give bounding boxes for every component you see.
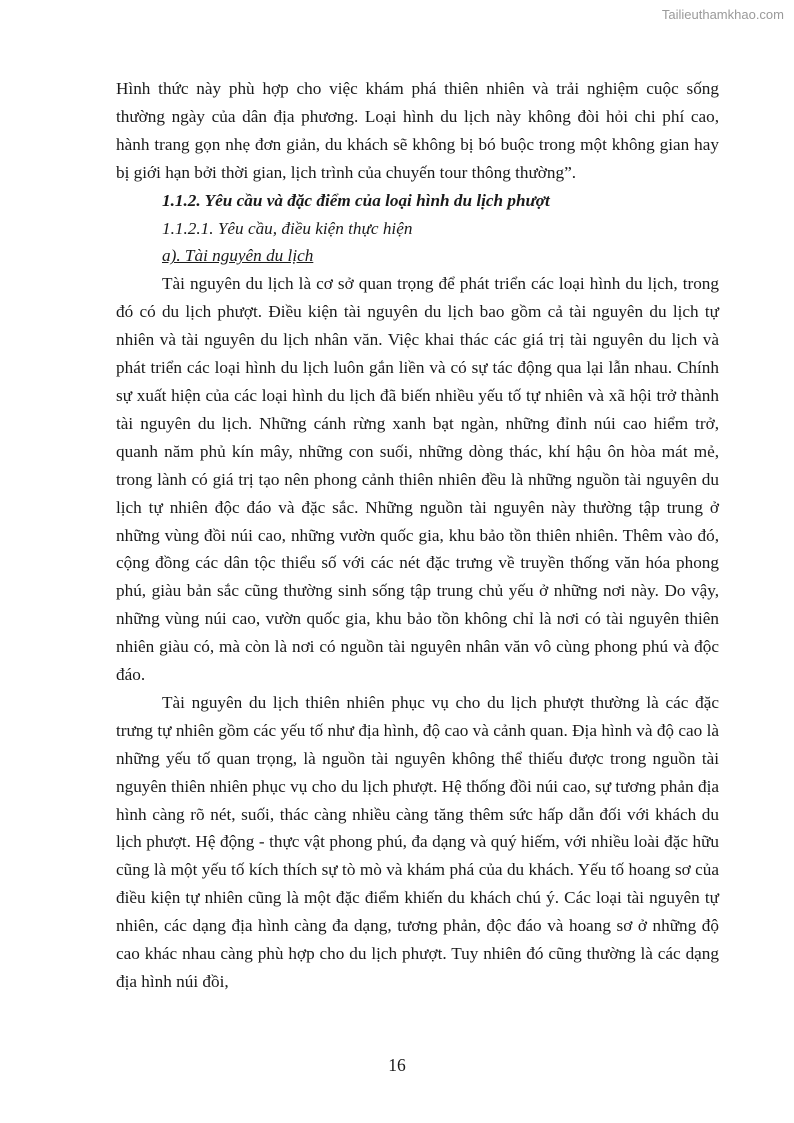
paragraph-intro: Hình thức này phù hợp cho việc khám phá thiên nhiên và trải nghiệm cuộc sống thường ngày của dân địa phương. Loại hình du lịch này không đòi hỏi chi phí cao, hành trang gọn nhẹ đơn giản, du khách sẽ không bị bó buộc trong một không gian hay bị giới hạn bởi thời gian, lịch trình của chuyến tour thông thường”.	[116, 79, 719, 182]
page-number: 16	[388, 1055, 406, 1075]
subsection-heading: 1.1.2.1. Yêu cầu, điều kiện thực hiện	[162, 218, 413, 238]
watermark-text: Tailieuthamkhao.com	[661, 7, 784, 22]
paragraph-natural-resources: Tài nguyên du lịch thiên nhiên phục vụ cho du lịch phượt thường là các đặc trưng tự nhiên gồm các yếu tố như địa hình, độ cao và cảnh quan. Địa hình và độ cao là những yếu tố quan trọng, là nguồn tài nguyên không thể thiếu được trong nguồn tài nguyên thiên nhiên phục vụ cho du lịch phượt. Hệ thống đồi núi cao, sự tương phản địa hình càng rõ nét, suối, thác càng nhiều càng tăng thêm sức hấp dẫn đối với khách du lịch phượt. Hệ động - thực vật phong phú, đa dạng và quý hiếm, với nhiều loài đặc hữu cũng là một yếu tố kích thích sự tò mò và khám phá của du khách. Yếu tố hoang sơ của điều kiện tự nhiên cũng là một đặc điểm khiến du khách chú ý. Các loại tài nguyên tự nhiên, các dạng địa hình càng đa dạng, tương phản, độc đáo và hoang sơ ở những độ cao khác nhau càng phù hợp cho du lịch phượt. Tuy nhiên đó cũng thường là các dạng địa hình núi đồi,	[116, 692, 719, 991]
section-heading: 1.1.2. Yêu cầu và đặc điểm của loại hình du lịch phượt	[162, 190, 550, 210]
document-body	[116, 75, 719, 996]
subsubsection-heading: a). Tài nguyên du lịch	[162, 246, 314, 266]
paragraph-resources: Tài nguyên du lịch là cơ sở quan trọng để phát triển các loại hình du lịch, trong đó có du lịch phượt. Điều kiện tài nguyên du lịch bao gồm cả tài nguyên du lịch tự nhiên và tài nguyên du lịch nhân văn. Việc khai thác các giá trị tài nguyên du lịch và phát triển các loại hình du lịch luôn gắn liền và có sự tác động qua lại lẫn nhau. Chính sự xuất hiện của các loại hình du lịch đã biến nhiều yếu tố tự nhiên và xã hội trở thành tài nguyên du lịch. Những cánh rừng xanh bạt ngàn, những đỉnh núi cao hiểm trở, quanh năm phủ kín mây, những con suối, những dòng thác, khí hậu ôn hòa mát mẻ, trong lành có giá trị tạo nên phong cảnh thiên nhiên đều là những nguồn tài nguyên du lịch tự nhiên độc đáo và đặc sắc. Những nguồn tài nguyên này thường tập trung ở những vùng đồi núi cao, những vườn quốc gia, khu bảo tồn thiên nhiên. Thêm vào đó, cộng đồng các dân tộc thiểu số với các nét đặc trưng về truyền thống văn hóa phong phú, giàu bản sắc cũng thường sinh sống tập trung chủ yếu ở những nơi này. Do vậy, những vùng núi cao, vườn quốc gia, khu bảo tồn không chỉ là nơi có tài nguyên thiên nhiên giàu có, mà còn là nơi có nguồn tài nguyên nhân văn vô cùng phong phú và độc đáo.	[116, 274, 719, 685]
